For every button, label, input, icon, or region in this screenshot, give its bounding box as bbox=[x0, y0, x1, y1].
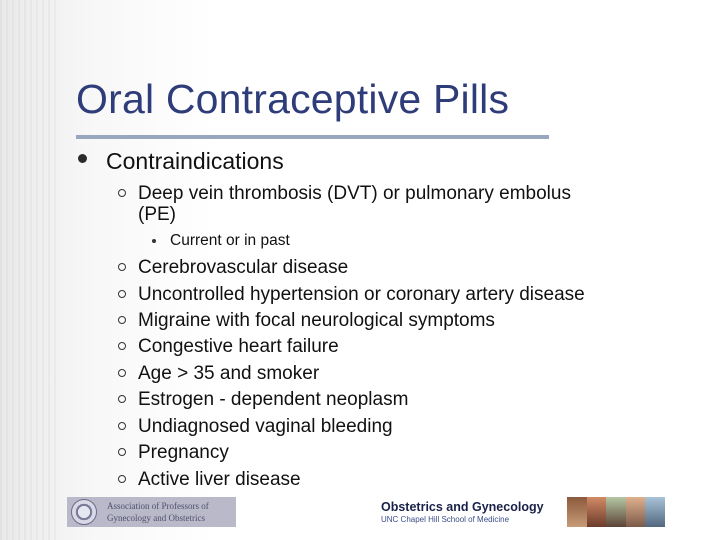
school-name: UNC Chapel Hill School of Medicine bbox=[381, 515, 510, 524]
list-item-text: Congestive heart failure bbox=[138, 336, 339, 357]
list-item-text: Age > 35 and smoker bbox=[138, 363, 320, 384]
hollow-bullet-icon bbox=[118, 369, 126, 377]
photo-5 bbox=[645, 497, 665, 527]
hollow-bullet-icon bbox=[118, 422, 126, 430]
hollow-bullet-icon bbox=[118, 448, 126, 456]
list-item-text: Uncontrolled hypertension or coronary artery disease bbox=[138, 284, 585, 305]
list-item-text: Pregnancy bbox=[138, 442, 229, 463]
photo-4 bbox=[626, 497, 646, 527]
small-bullet-icon bbox=[152, 239, 156, 243]
hollow-bullet-icon bbox=[118, 290, 126, 298]
hollow-bullet-icon bbox=[118, 263, 126, 271]
apgo-logo-line2: Gynecology and Obstetrics bbox=[107, 513, 205, 523]
hollow-bullet-icon bbox=[118, 342, 126, 350]
hollow-bullet-icon bbox=[118, 316, 126, 324]
department-name: Obstetrics and Gynecology bbox=[381, 500, 544, 514]
list-item-text: Estrogen - dependent neoplasm bbox=[138, 389, 409, 410]
level1-text: Contraindications bbox=[106, 148, 284, 174]
list-item-text: Active liver disease bbox=[138, 469, 301, 490]
photo-2 bbox=[587, 497, 607, 527]
title-underline bbox=[76, 135, 549, 139]
list-item-text: Undiagnosed vaginal bleeding bbox=[138, 416, 393, 437]
apgo-logo-line1: Association of Professors of bbox=[107, 501, 209, 511]
list-item-text: Migraine with focal neurological symptoms bbox=[138, 310, 495, 331]
background-stripes bbox=[0, 0, 60, 540]
list-item-text-continued: (PE) bbox=[138, 204, 176, 225]
apgo-seal-icon bbox=[71, 499, 97, 525]
photo-3 bbox=[606, 497, 626, 527]
patient-photos-strip bbox=[567, 497, 665, 527]
photo-1 bbox=[567, 497, 587, 527]
list-item-text: Deep vein thrombosis (DVT) or pulmonary embolus bbox=[138, 183, 571, 204]
slide-title: Oral Contraceptive Pills bbox=[76, 76, 510, 122]
apgo-logo bbox=[67, 497, 236, 527]
hollow-bullet-icon bbox=[118, 475, 126, 483]
sub-item-text: Current or in past bbox=[170, 232, 290, 249]
solid-bullet-icon bbox=[78, 154, 87, 163]
list-item-text: Cerebrovascular disease bbox=[138, 257, 349, 278]
hollow-bullet-icon bbox=[118, 395, 126, 403]
hollow-bullet-icon bbox=[118, 189, 126, 197]
unc-obgyn-logo bbox=[375, 497, 665, 527]
